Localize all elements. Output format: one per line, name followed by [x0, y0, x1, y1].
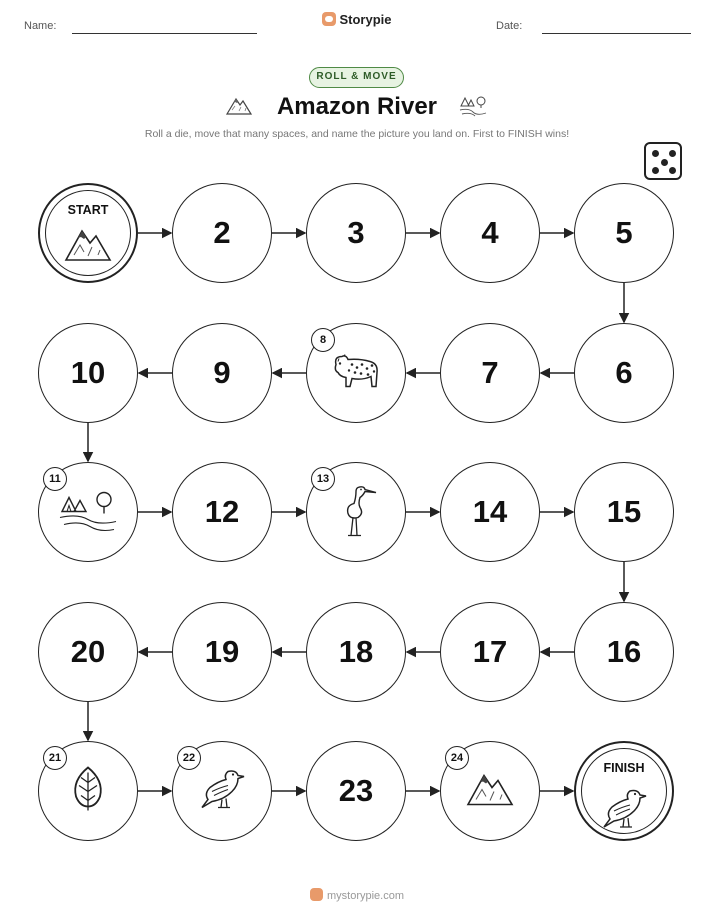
- storypie-logo-icon: [310, 888, 323, 901]
- instructions-text: Roll a die, move that many spaces, and name the picture you land on. First to FINISH wins!: [144, 128, 570, 140]
- board-space-20: [38, 602, 138, 702]
- board-space-18: [306, 602, 406, 702]
- space-number: 19: [204, 634, 240, 669]
- board-space-6: [574, 323, 674, 423]
- riverside-village-icon: [58, 488, 118, 537]
- board-space-4: [440, 183, 540, 283]
- space-number: 18: [338, 634, 374, 669]
- board-space-2: [172, 183, 272, 283]
- board-space-19: [172, 602, 272, 702]
- space-number-badge: 13: [311, 467, 335, 491]
- board-space-21: [38, 741, 138, 841]
- board-space-22: [172, 741, 272, 841]
- heron-icon: [334, 482, 378, 543]
- space-number: 9: [213, 355, 231, 390]
- space-number-badge: 11: [43, 467, 67, 491]
- board-space-23: [306, 741, 406, 841]
- board-space-14: [440, 462, 540, 562]
- page-title: Amazon River: [276, 93, 438, 120]
- space-number: 3: [347, 215, 365, 250]
- date-label: Date:: [496, 20, 523, 32]
- finish-label: FINISH: [603, 761, 645, 775]
- space-number: 5: [615, 215, 633, 250]
- bird-icon: [198, 764, 246, 819]
- board-space-3: [306, 183, 406, 283]
- board-space-16: [574, 602, 674, 702]
- space-number-badge: 22: [177, 746, 201, 770]
- board-space-8: [306, 323, 406, 423]
- footer: [0, 888, 714, 902]
- mountain-icon: [64, 225, 112, 268]
- space-number: 16: [606, 634, 642, 669]
- space-number: 6: [615, 355, 633, 390]
- board-space-15: [574, 462, 674, 562]
- board-space-7: [440, 323, 540, 423]
- board-space-13: [306, 462, 406, 562]
- space-number: 17: [472, 634, 508, 669]
- space-number: 15: [606, 494, 642, 529]
- space-number-badge: 21: [43, 746, 67, 770]
- space-number: 12: [204, 494, 240, 529]
- jaguar-icon: [330, 351, 382, 396]
- space-number: 20: [70, 634, 106, 669]
- space-number: 14: [472, 494, 508, 529]
- space-number: 4: [481, 215, 499, 250]
- board-space-5: [574, 183, 674, 283]
- board-space-11: [38, 462, 138, 562]
- space-number: 7: [481, 355, 499, 390]
- space-number-badge: 8: [311, 328, 335, 352]
- space-number: 10: [70, 355, 106, 390]
- board-space-17: [440, 602, 540, 702]
- bird-icon: [600, 783, 648, 838]
- board-space-12: [172, 462, 272, 562]
- game-type-badge: ROLL & MOVE: [309, 67, 404, 88]
- board-space-10: [38, 323, 138, 423]
- footer-url[interactable]: mystorypie.com: [326, 890, 405, 902]
- mountain-icon: [466, 770, 514, 813]
- finish-space: [574, 741, 674, 841]
- board-space-9: [172, 323, 272, 423]
- start-space: [38, 183, 138, 283]
- start-label: START: [67, 203, 109, 217]
- space-number-badge: 24: [445, 746, 469, 770]
- space-number: 23: [338, 773, 374, 808]
- leaf-icon: [68, 765, 108, 818]
- board-space-24: [440, 741, 540, 841]
- space-number: 2: [213, 215, 231, 250]
- brand-name: Storypie: [339, 12, 392, 27]
- name-label: Name:: [24, 20, 57, 32]
